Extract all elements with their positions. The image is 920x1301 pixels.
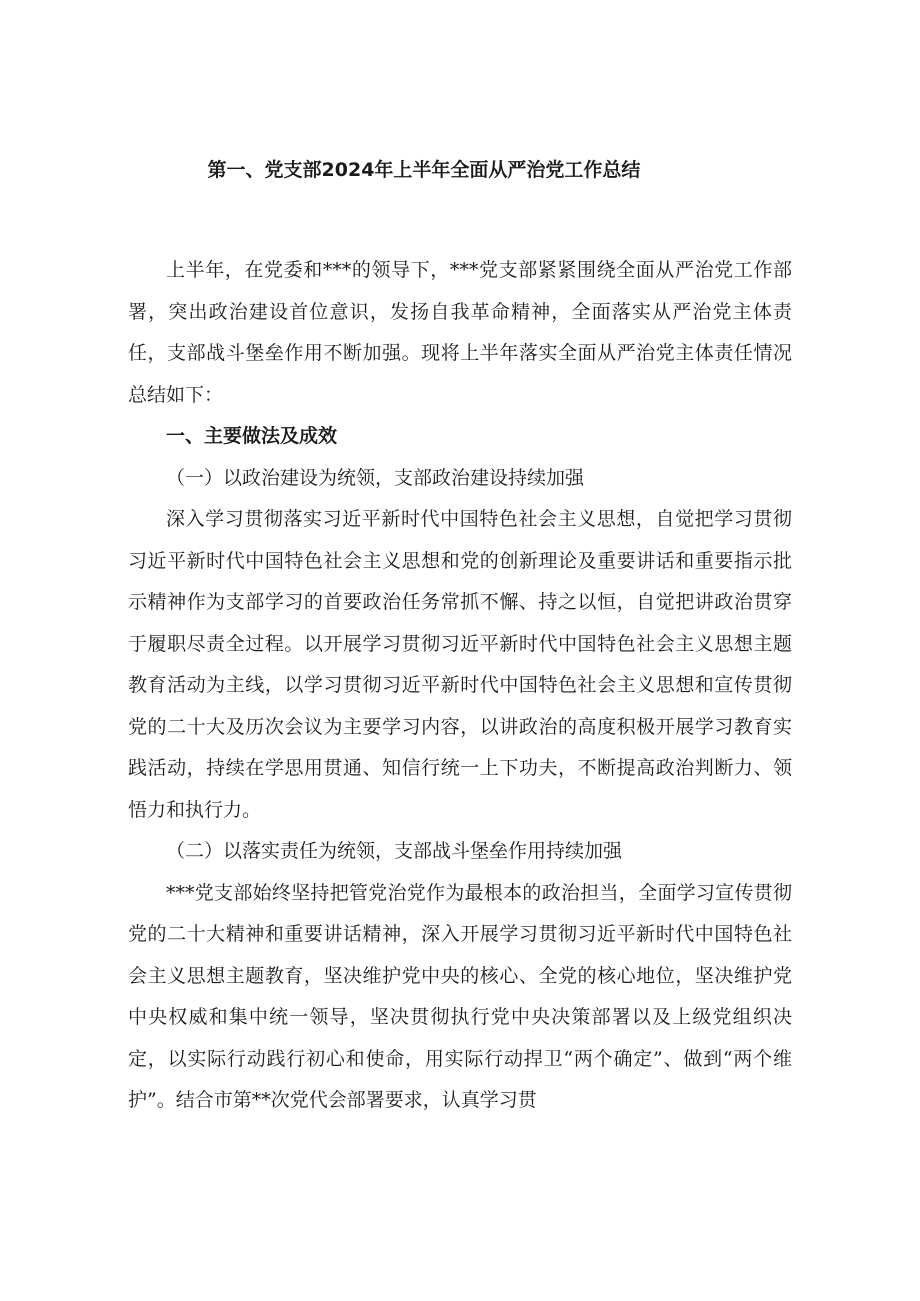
paragraph-political-building: 深入学习贯彻落实习近平新时代中国特色社会主义思想，自觉把学习贯彻习近平新时代中国特色社会主义思想和党的创新理论及重要讲话和重要指示批示精神作为支部学习的首要政治任务常抓不懈、持之以恒，自觉把讲政治贯穿于履职尽责全过程。以开展学习贯彻习近平新时代中国特色社会主义思想主题教育活动为主线，以学习贯彻习近平新时代中国特色社会主义思想和宣传贯彻党的二十大及历次会议为主要学习内容，以讲政治的高度积极开展学习教育实践活动，持续在学思用贯通、知信行统一上下功夫，不断提高政治判断力、领悟力和执行力。 [128,508,792,821]
section-heading-main-practices: 一、主要做法及成效 [166,425,338,447]
intro-paragraph: 上半年，在党委和***的领导下，***党支部紧紧围绕全面从严治党工作部署，突出政治建设首位意识，发扬自我革命精神，全面落实从严治党主体责任，支部战斗堡垒作用不断加强。现将上半年落实全面从严治党主体责任情况总结如下： [128,259,792,406]
document-body [128,250,792,1122]
paragraph-responsibility: ***党支部始终坚持把管党治党作为最根本的政治担当，全面学习宣传贯彻党的二十大精神和重要讲话精神，深入开展学习贯彻习近平新时代中国特色社会主义思想主题教育，坚决维护党中央的核心、全党的核心地位，坚决维护党中央权威和集中统一领导，坚决贯彻执行党中央决策部署以及上级党组织决定，以实际行动践行初心和使命，用实际行动捍卫“两个确定”、做到“两个维护”。结合市第**次党代会部署要求，认真学习贯 [128,881,792,1111]
subsection-heading-political-building: （一）以政治建设为统领，支部政治建设持续加强 [166,466,585,489]
subsection-heading-responsibility: （二）以落实责任为统领，支部战斗堡垒作用持续加强 [166,840,623,862]
document-title: 第一、党支部2024年上半年全面从严治党工作总结 [207,159,641,181]
